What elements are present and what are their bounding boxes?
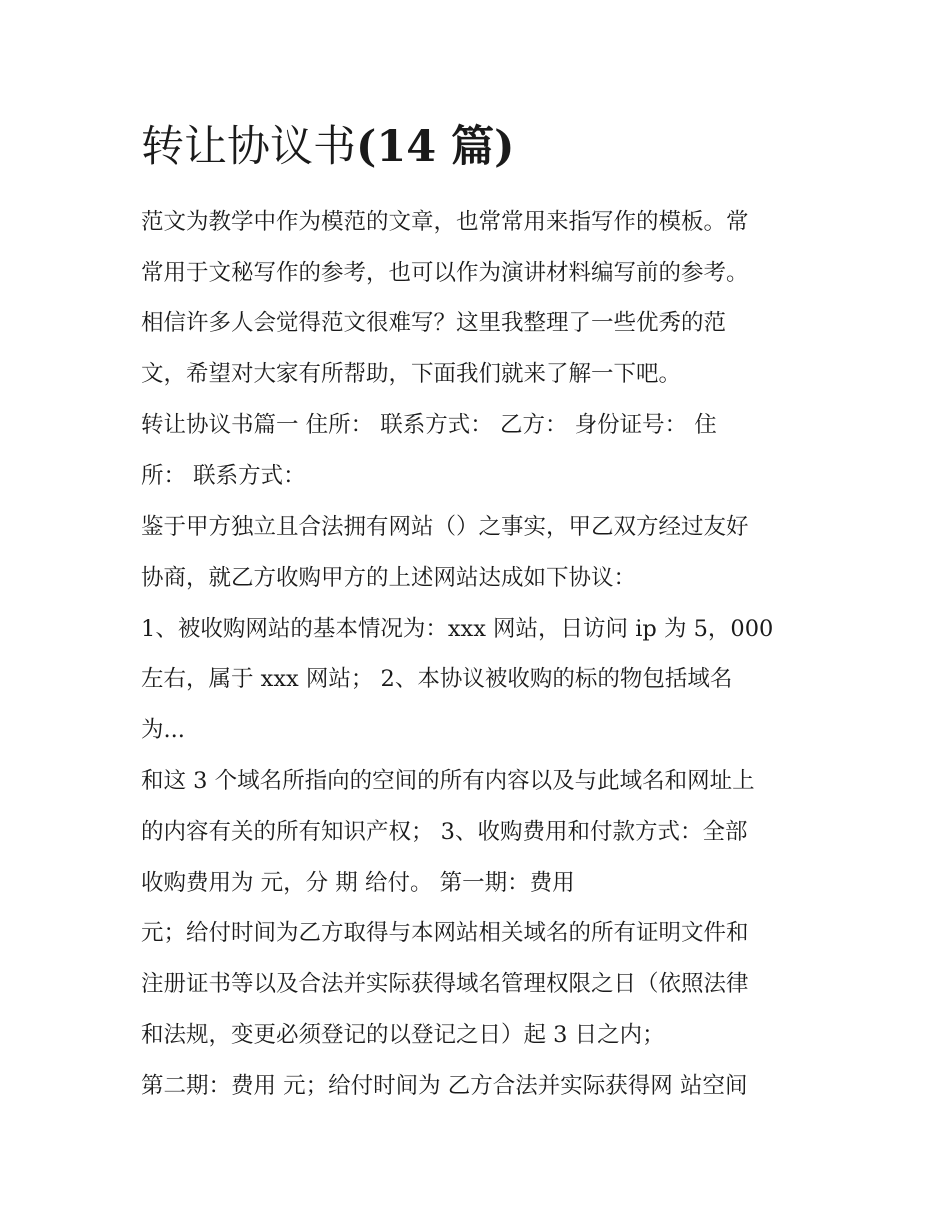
paragraph-line: 相信许多人会觉得范文很难写？这里我整理了一些优秀的范	[141, 310, 727, 336]
paragraph-line: 转让协议书篇一 住所： 联系方式： 乙方： 身份证号： 住	[141, 412, 717, 438]
paragraph-line: 文，希望对大家有所帮助，下面我们就来了解一下吧。	[141, 361, 682, 387]
paragraph-line: 和这 3 个域名所指向的空间的所有内容以及与此域名和网址上	[141, 768, 755, 794]
paragraph-line: 和法规，变更必须登记的以登记之日）起 3 日之内；	[141, 1022, 665, 1048]
paragraph-line: 所： 联系方式：	[141, 463, 306, 489]
paragraph-line: 元；给付时间为乙方取得与本网站相关域名的所有证明文件和	[141, 920, 749, 946]
paragraph-line: 鉴于甲方独立且合法拥有网站（）之事实，甲乙双方经过友好	[141, 514, 749, 540]
paragraph-line: 第二期：费用 元；给付时间为 乙方合法并实际获得网 站空间	[141, 1073, 748, 1099]
paragraph-line: 的内容有关的所有知识产权； 3、收购费用和付款方式：全部	[141, 819, 748, 845]
paragraph-line: 左右，属于 xxx 网站； 2、本协议被收购的标的物包括域名	[141, 666, 733, 692]
paragraph-line: 注册证书等以及合法并实际获得域名管理权限之日（依照法律	[141, 971, 749, 997]
paragraph-line: 1、被收购网站的基本情况为：xxx 网站，日访问 ip 为 5，000	[141, 616, 774, 642]
title-main: 转让协议书	[141, 122, 356, 172]
paragraph-line: 协商，就乙方收购甲方的上述网站达成如下协议：	[141, 565, 637, 591]
paragraph-line: 范文为教学中作为模范的文章，也常常用来指写作的模板。常	[141, 209, 749, 235]
paragraph-line: 为...	[141, 717, 185, 743]
page-title	[141, 116, 515, 178]
paragraph-line: 收购费用为 元，分 期 给付。 第一期：费用	[141, 870, 575, 896]
paragraph-line: 常用于文秘写作的参考，也可以作为演讲材料编写前的参考。	[141, 260, 749, 286]
title-suffix: (14 篇)	[356, 122, 515, 172]
